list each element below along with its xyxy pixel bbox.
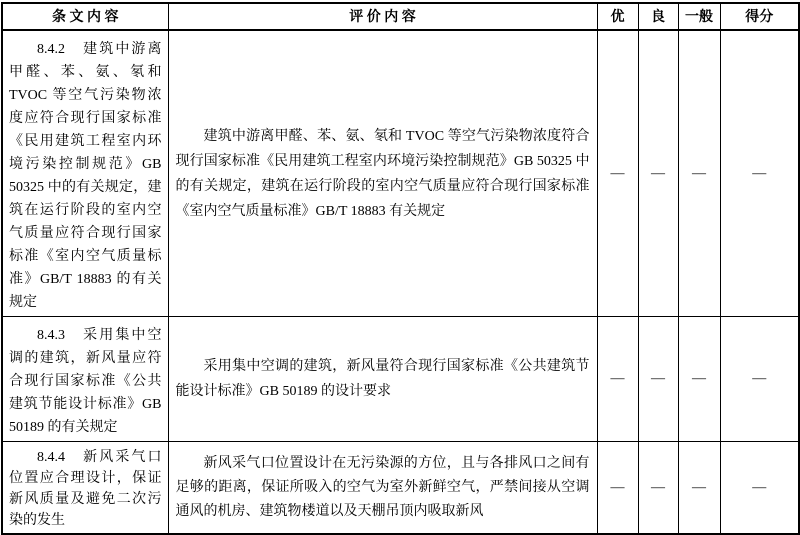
column-header-clause: 条 文 内 容 <box>2 3 168 30</box>
clause-text: 8.4.2 建筑中游离甲醛、苯、氨、氡和 TVOC 等空气污染物浓度应符合现行国家标准《民用建筑工程室内环境污染控制规范》GB 50325 中的有关规定，建筑在运行阶段的室内空气质量应符合现行国家标准《室内空气质量标准》GB/T 18883 的有关规定 <box>9 42 162 310</box>
good-mark-cell: — <box>638 30 678 317</box>
column-header-score: 得分 <box>720 3 799 30</box>
column-header-excellent: 优 <box>597 3 638 30</box>
general-mark-cell: — <box>678 442 720 535</box>
evaluation-table <box>1 2 800 535</box>
excellent-mark-cell: — <box>597 30 638 317</box>
clause-cell <box>2 30 168 317</box>
table-header-row <box>2 3 799 30</box>
table-row <box>2 442 799 535</box>
score-cell: — <box>720 317 799 442</box>
excellent-mark-cell: — <box>597 317 638 442</box>
evaluation-cell <box>168 30 597 317</box>
evaluation-text: 采用集中空调的建筑，新风量符合现行国家标准《公共建筑节能设计标准》GB 50189 的设计要求 <box>175 359 590 399</box>
score-cell: — <box>720 30 799 317</box>
evaluation-cell <box>168 442 597 535</box>
table-row <box>2 317 799 442</box>
score-cell: — <box>720 442 799 535</box>
general-mark-cell: — <box>678 30 720 317</box>
column-header-good: 良 <box>638 3 678 30</box>
clause-cell <box>2 317 168 442</box>
evaluation-cell <box>168 317 597 442</box>
good-mark-cell: — <box>638 317 678 442</box>
column-header-evaluation: 评 价 内 容 <box>168 3 597 30</box>
clause-text: 8.4.3 采用集中空调的建筑，新风量应符合现行国家标准《公共建筑节能设计标准》GB 50189 的有关规定 <box>9 328 162 435</box>
table-row <box>2 30 799 317</box>
general-mark-cell: — <box>678 317 720 442</box>
clause-text: 8.4.4 新风采气口位置应合理设计，保证新风质量及避免二次污染的发生 <box>9 450 162 528</box>
clause-cell <box>2 442 168 535</box>
good-mark-cell: — <box>638 442 678 535</box>
evaluation-text: 新风采气口位置设计在无污染源的方位，且与各排风口之间有足够的距离，保证所吸入的空气为室外新鲜空气，严禁间接从空调通风的机房、建筑物楼道以及天棚吊顶内吸取新风 <box>175 455 590 519</box>
evaluation-text: 建筑中游离甲醛、苯、氨、氡和 TVOC 等空气污染物浓度符合现行国家标准《民用建筑工程室内环境污染控制规范》GB 50325 中的有关规定，建筑在运行阶段的室内空气质量应符合现行国家标准《室内空气质量标准》GB/T 18883 有关规定 <box>175 128 590 219</box>
column-header-general: 一般 <box>678 3 720 30</box>
excellent-mark-cell: — <box>597 442 638 535</box>
